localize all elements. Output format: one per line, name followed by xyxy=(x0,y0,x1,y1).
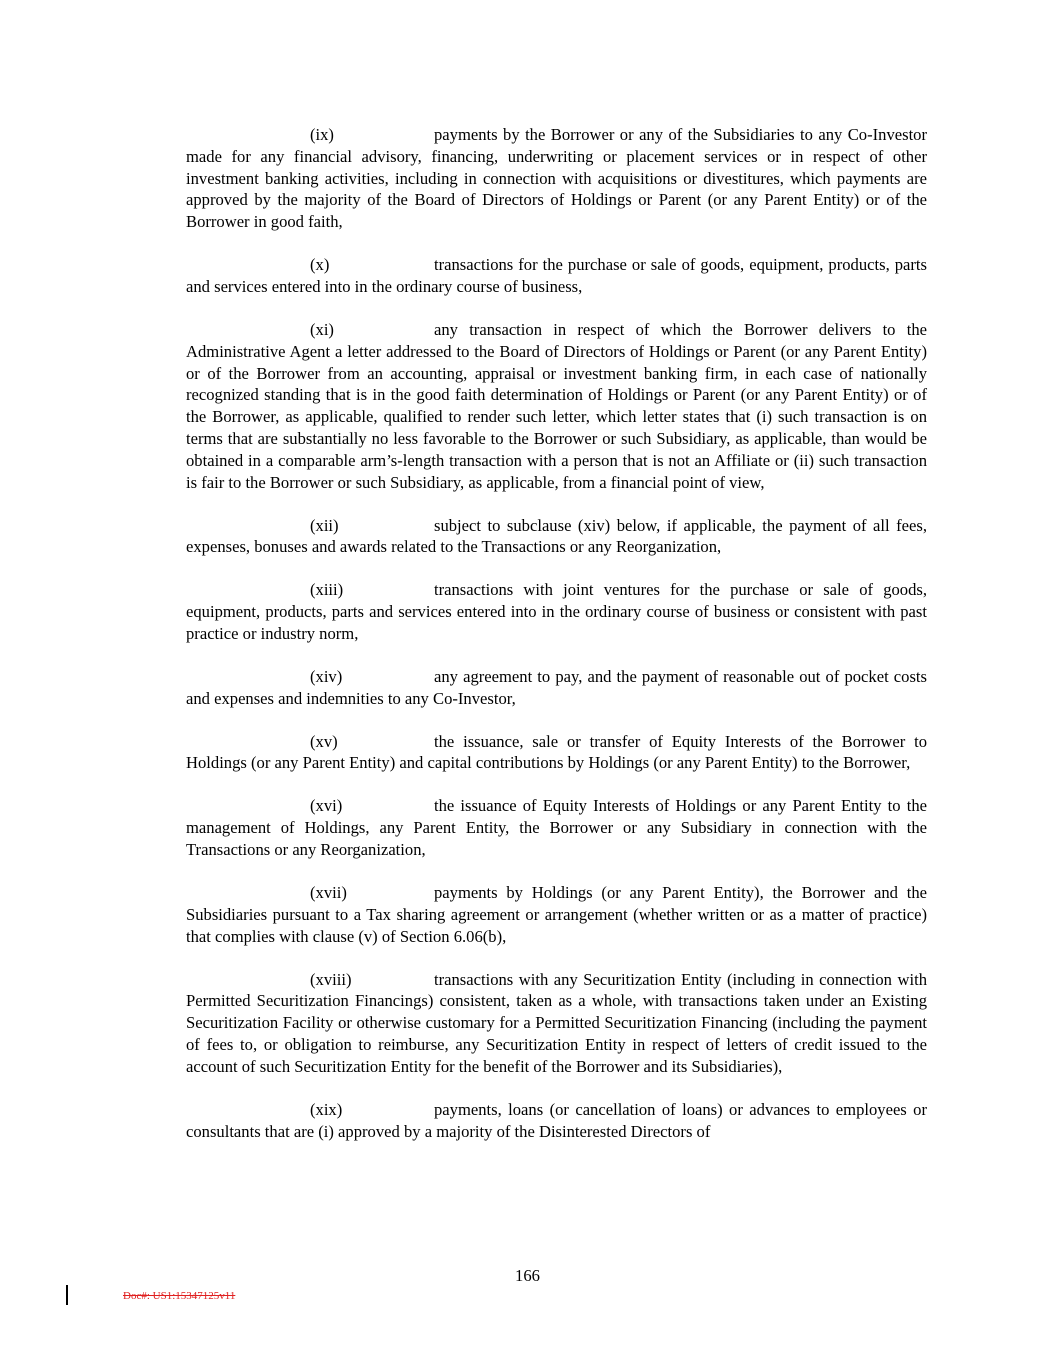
clause-xi xyxy=(186,319,927,493)
clause-number: (xi) xyxy=(310,319,334,339)
clause-xviii xyxy=(186,969,927,1078)
clause-xiii xyxy=(186,579,927,644)
clause-text: the issuance, sale or transfer of Equity Interests of the Borrower to Holdings (or any Parent Entity) and capital contributions by Holdings (or any Parent Entity) to the Borrower, xyxy=(186,731,927,773)
clause-text: any agreement to pay, and the payment of reasonable out of pocket costs and expenses and indemnities to any Co-Investor, xyxy=(186,666,927,708)
clause-xii xyxy=(186,515,927,559)
page-number: 166 xyxy=(515,1266,540,1285)
clause-number: (xiii) xyxy=(310,580,344,600)
clause-ix xyxy=(186,124,927,233)
clause-text: payments by the Borrower or any of the Subsidiaries to any Co-Investor made for any financial advisory, financing, underwriting or placement services or in respect of other investment banking activities, including in connection with acquisitions or divestitures, which payments are approved by the majority of the Board of Directors of Holdings or Parent (or any Parent Entity) or of the Borrower in good faith, xyxy=(186,125,927,232)
clause-text: transactions for the purchase or sale of goods, equipment, products, parts and services entered into in the ordinary course of business, xyxy=(186,255,927,296)
clause-text: the issuance of Equity Interests of Holdings or any Parent Entity to the management of Holdings, any Parent Entity, the Borrower or any Subsidiary in connection with the Transactions or any Reorganization, xyxy=(186,796,927,860)
clause-xvi xyxy=(186,795,927,860)
document-body xyxy=(186,124,927,1164)
clause-xvii xyxy=(186,882,927,947)
clause-number: (x) xyxy=(310,255,330,275)
clause-xix xyxy=(186,1099,927,1143)
clause-text: payments by Holdings (or any Parent Entity), the Borrower and the Subsidiaries pursuant to a Tax sharing agreement or arrangement (whether written or as a matter of practice) that complies with clause (v) of Section 6.06(b), xyxy=(186,883,927,946)
clause-text: payments, loans (or cancellation of loans) or advances to employees or consultants that are (i) approved by a majority of the Disinterested Directors of xyxy=(186,1099,927,1141)
clause-xiv xyxy=(186,666,927,710)
clause-number: (xvii) xyxy=(310,883,347,903)
clause-number: (ix) xyxy=(310,125,334,144)
document-id: Doc#: US1:15347125v11 xyxy=(123,1290,236,1302)
clause-number: (xviii) xyxy=(310,969,352,989)
clause-xv xyxy=(186,731,927,775)
clause-number: (xv) xyxy=(310,731,338,751)
clause-number: (xiv) xyxy=(310,666,343,686)
clause-text: subject to subclause (xiv) below, if applicable, the payment of all fees, expenses, bonuses and awards related to the Transactions or any Reorganization, xyxy=(186,515,927,557)
clause-number: (xvi) xyxy=(310,796,343,816)
clause-text: transactions with joint ventures for the purchase or sale of goods, equipment, products, parts and services entered into in the ordinary course of business or consistent with past practice or industry norm, xyxy=(186,580,927,643)
clause-x xyxy=(186,254,927,298)
revision-change-bar xyxy=(66,1285,68,1305)
clause-text: transactions with any Securitization Entity (including in connection with Permitted Securitization Financings) consistent, taken as a whole, with transactions taken under an Existing Securitization Facility or otherwise customary for a Permitted Securitization Financing (including the payment of fees to, or obligation to reimburse, any Securitization Entity in respect of letters of credit issued to the account of such Securitization Entity for the benefit of the Borrower and its Subsidiaries), xyxy=(186,969,927,1076)
clause-text: any transaction in respect of which the Borrower delivers to the Administrative Agent a letter addressed to the Board of Directors of Holdings or Parent (or any Parent Entity) or of the Borrower from an accounting, appraisal or investment banking firm, in each case of nationally recognized standing that is in the good faith determination of Holdings or Parent (or any Parent Entity) or of the Borrower, as applicable, qualified to render such letter, which letter states that (i) such transaction is on terms that are substantially no less favorable to the Borrower or such Subsidiary, as applicable, than would be obtained in a comparable arm’s-length transaction with a person that is not an Affiliate or (ii) such transaction is fair to the Borrower or such Subsidiary, as applicable, from a financial point of view, xyxy=(186,319,927,492)
clause-number: (xix) xyxy=(310,1099,343,1119)
clause-number: (xii) xyxy=(310,515,339,535)
